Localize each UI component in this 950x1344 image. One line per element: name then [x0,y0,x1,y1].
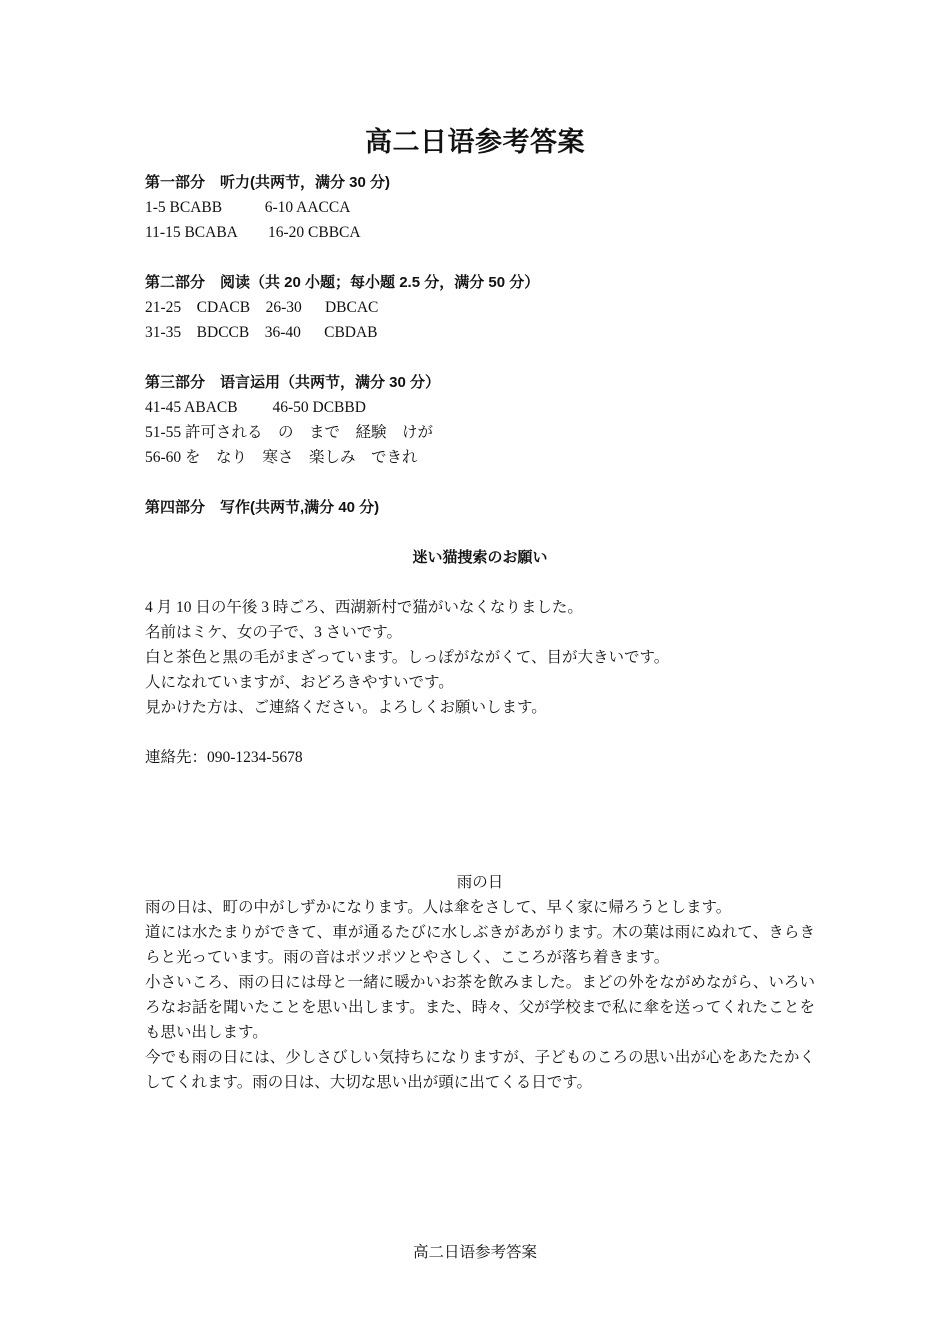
essay2-paragraph-1: 雨の日は、町の中がしずかになります。人は傘をさして、早く家に帰ろうとします。 [145,899,732,916]
essay1-title: 迷い猫捜索のお願い [412,549,548,566]
essay1-line-5: 見かけた方は、ご連絡ください。よろしくお願いします。 [145,699,547,716]
essay2-title: 雨の日 [456,874,504,891]
essay1-line-4: 人になれていますが、おどろきやすいです。 [145,674,454,691]
essay2-paragraph-4: 今でも雨の日には、少しさびしい気持ちになりますが、子どものころの思い出が心をあたたかくしてくれます。雨の日は、大切な思い出が頭に出てくる日です。 [145,1049,815,1091]
spacer [145,845,815,870]
part1-answers-2: 11-15 BCABA 16-20 CBBCA [145,224,361,241]
part1-answers-1: 1-5 BCABB 6-10 AACCA [145,199,351,216]
spacer [145,520,815,545]
essay1-line-2: 名前はミケ、女の子で、3 さいです。 [145,624,402,641]
spacer [145,570,815,595]
page-footer: 高二日语参考答案 [412,1244,537,1261]
part2-heading: 第二部分 阅读（共 20 小题；每小题 2.5 分，满分 50 分） [145,274,540,291]
essay2-paragraph-2: 道には水たまりができて、車が通るたびに水しぶきがあがります。木の葉は雨にぬれて、きらきらと光っています。雨の音はポツポツとやさしく、こころが落ち着きます。 [145,924,815,966]
part3-answers-2: 51-55 許可される の まで 経験 けが [145,424,434,441]
spacer [145,245,815,270]
essay1-contact: 連絡先：090-1234-5678 [145,749,303,766]
part3-heading: 第三部分 语言运用（共两节，满分 30 分） [145,374,441,391]
part3-answers-1: 41-45 ABACB 46-50 DCBBD [145,399,366,416]
essay1-line-3: 白と茶色と黒の毛がまざっています。しっぽがながくて、目が大きいです。 [145,649,670,666]
spacer [145,820,815,845]
answer-content [145,170,815,1095]
spacer [145,770,815,795]
spacer [145,720,815,745]
part4-heading: 第四部分 写作(共两节,满分 40 分) [145,499,380,516]
essay1-line-1: 4 月 10 日の午後 3 時ごろ、西湖新村で猫がいなくなりました。 [145,599,583,616]
page-title: 高二日语参考答案 [365,127,585,157]
part2-answers-2: 31-35 BDCCB 36-40 CBDAB [145,324,378,341]
spacer [145,795,815,820]
spacer [145,345,815,370]
spacer [145,470,815,495]
part2-answers-1: 21-25 CDACB 26-30 DBCAC [145,299,379,316]
essay2-paragraph-3: 小さいころ、雨の日には母と一緒に暖かいお茶を飲みました。まどの外をながめながら、いろいろなお話を聞いたことを思い出します。また、時々、父が学校まで私に傘を送ってくれたことをも思い出します。 [145,974,815,1041]
part3-answers-3: 56-60 を なり 寒さ 楽しみ できれ [145,449,418,466]
part1-heading: 第一部分 听力(共两节，满分 30 分) [145,174,391,191]
